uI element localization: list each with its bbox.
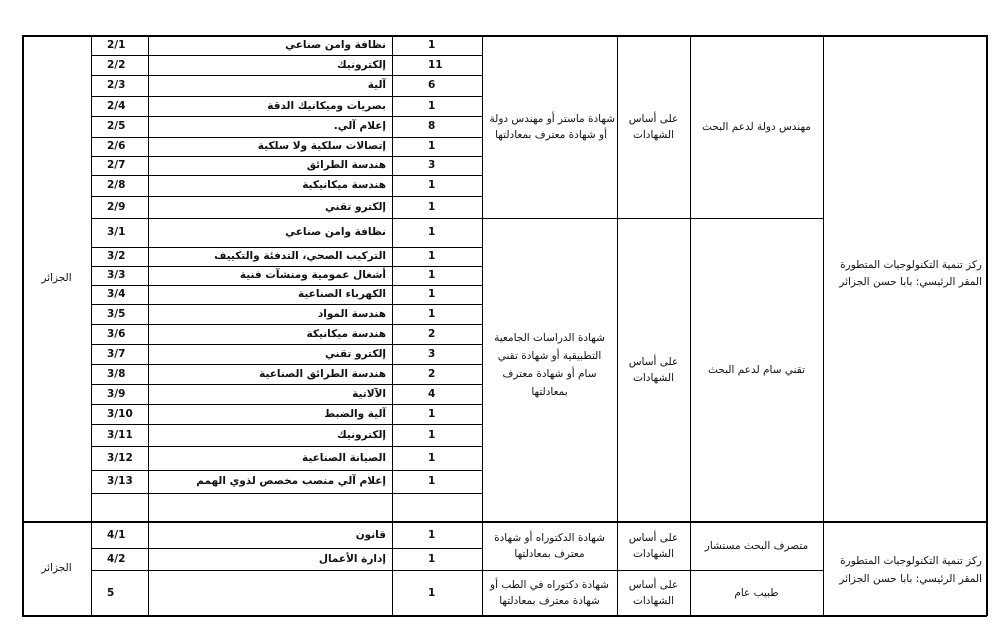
column-rule	[617, 522, 618, 616]
row-specialty: هندسة ميكانيكة	[306, 328, 386, 340]
row-specialty: أشغال عمومية ومنشآت فنية	[239, 269, 386, 281]
post-title: متصرف البحث مستشار	[704, 540, 809, 552]
row-rule	[91, 384, 483, 385]
column-rule	[148, 35, 149, 523]
row-specialty: بصريات وميكانيك الدقة	[267, 100, 386, 112]
row-rule	[91, 324, 483, 325]
row-specialty: الآلاتية	[352, 388, 386, 400]
table-divider-border	[22, 522, 987, 523]
row-count: 8	[428, 120, 436, 132]
row-code: 3/11	[107, 429, 133, 441]
row-rule	[91, 404, 483, 405]
row-count: 1	[428, 475, 436, 487]
row-specialty: نظافة وامن صناعي	[285, 39, 386, 51]
column-rule	[823, 522, 824, 616]
row-code: 3/12	[107, 452, 133, 464]
required-diploma: بمعادلتها	[531, 386, 568, 398]
column-rule	[392, 35, 393, 523]
row-rule	[91, 156, 483, 157]
row-count: 1	[428, 140, 436, 152]
column-rule	[148, 522, 149, 616]
row-rule	[91, 424, 483, 425]
recruitment-mode: الشهادات	[632, 372, 674, 384]
row-count: 2	[428, 328, 436, 340]
row-count: 1	[428, 226, 436, 238]
row-code: 3/4	[107, 288, 126, 300]
row-specialty: إعلام آلي.	[333, 120, 386, 132]
row-specialty: إلكترونيك	[337, 429, 386, 441]
row-code: 3/1	[107, 226, 126, 238]
row-rule	[91, 137, 483, 138]
row-code: 4/2	[107, 552, 126, 565]
column-rule	[482, 522, 483, 616]
row-rule	[91, 247, 483, 248]
group-divider	[91, 570, 824, 571]
row-rule	[91, 285, 483, 286]
post-title: مهندس دولة لدعم البحث	[702, 120, 811, 133]
row-count: 1	[428, 408, 436, 420]
row-rule	[91, 304, 483, 305]
country-label: الجزائر	[41, 271, 72, 284]
row-count: 11	[428, 59, 443, 71]
column-rule	[690, 35, 691, 523]
post-title: طبيب عام	[734, 586, 779, 599]
column-rule	[392, 522, 393, 616]
row-code: 2/9	[107, 201, 126, 213]
row-count: 1	[428, 250, 436, 262]
row-rule	[91, 96, 483, 97]
required-diploma: شهادة ماستر أو مهندس دولة	[489, 112, 615, 125]
required-diploma: سام أو شهادة معترف	[502, 368, 597, 380]
row-count: 1	[428, 201, 436, 213]
row-specialty: الصيانة الصناعية	[301, 452, 386, 464]
post-title: تقني سام لدعم البحث	[707, 364, 805, 376]
row-code: 2/4	[107, 100, 126, 112]
required-diploma: شهادة الدكتوراه أو شهادة	[494, 532, 605, 544]
row-specialty: هندسة المواد	[317, 308, 386, 320]
row-rule	[91, 344, 483, 345]
row-rule	[91, 196, 483, 197]
row-code: 4/1	[107, 528, 126, 541]
table-divider-border	[22, 521, 987, 522]
row-code: 2/6	[107, 140, 126, 152]
row-specialty: نظافة وامن صناعي	[285, 226, 386, 238]
row-specialty: إلكترونيك	[337, 59, 386, 71]
row-count: 1	[428, 429, 436, 441]
column-rule	[823, 35, 824, 523]
row-rule	[91, 175, 483, 176]
row-code: 3/5	[107, 308, 126, 320]
column-rule	[91, 35, 92, 523]
required-diploma: شهادة معترف بمعادلتها	[499, 594, 600, 607]
center-name: ركز تنمية التكنولوجيات المتطورة	[840, 258, 982, 271]
row-specialty: إعلام آلي منصب مخصص لذوي الهمم	[196, 475, 386, 487]
row-count: 1	[428, 308, 436, 320]
row-rule	[91, 548, 483, 549]
row-rule	[91, 493, 483, 494]
required-diploma: معترف بمعادلتها	[514, 548, 585, 560]
row-code: 3/10	[107, 408, 133, 420]
column-rule	[482, 35, 483, 523]
row-code: 3/8	[107, 368, 126, 380]
recruitment-mode: على أساس	[628, 578, 679, 591]
recruitment-mode: على أساس	[628, 532, 679, 544]
row-count: 2	[428, 368, 436, 380]
table-outer-border	[986, 35, 988, 616]
row-count: 1	[428, 288, 436, 300]
row-specialty: قانون	[355, 528, 386, 541]
row-code: 2/5	[107, 120, 126, 132]
center-address: المقر الرئيسي: بابا حسن الجزائر	[839, 572, 982, 585]
row-code: 5	[107, 586, 115, 599]
row-count: 1	[428, 528, 436, 541]
country-label: الجزائر	[41, 561, 72, 574]
recruitment-mode: الشهادات	[632, 548, 674, 560]
row-code: 3/3	[107, 269, 126, 281]
recruitment-mode: على أساس	[628, 356, 679, 368]
row-code: 3/7	[107, 348, 126, 360]
row-specialty: إدارة الأعمال	[318, 552, 386, 565]
table-outer-border	[22, 35, 24, 616]
row-rule	[91, 470, 483, 471]
row-count: 1	[428, 39, 436, 51]
required-diploma: شهادة الدراسات الجامعية	[494, 332, 605, 344]
row-rule	[91, 364, 483, 365]
row-count: 1	[428, 552, 436, 565]
row-count: 6	[428, 79, 436, 91]
recruitment-mode: الشهادات	[632, 128, 674, 141]
row-specialty: آلية	[367, 79, 386, 91]
required-diploma: التطبيقية أو شهادة تقني	[497, 350, 602, 362]
row-count: 3	[428, 159, 436, 171]
row-code: 3/2	[107, 250, 126, 262]
row-specialty: هندسة الطرائق	[306, 159, 386, 171]
row-code: 2/1	[107, 39, 126, 51]
row-count: 4	[428, 388, 436, 400]
row-count: 1	[428, 100, 436, 112]
row-code: 3/13	[107, 475, 133, 487]
row-count: 1	[428, 179, 436, 191]
center-address: المقر الرئيسي: بابا حسن الجزائر	[839, 275, 982, 288]
row-count: 1	[428, 452, 436, 464]
row-specialty: التركيب الصحي، التدفئة والتكييف	[214, 250, 386, 262]
row-specialty: هندسة ميكانيكية	[302, 179, 386, 191]
row-code: 2/2	[107, 59, 126, 71]
row-specialty: آلية والضبط	[324, 408, 386, 420]
row-specialty: إتصالات سلكية ولا سلكية	[257, 140, 386, 152]
row-rule	[91, 446, 483, 447]
recruitment-mode: الشهادات	[632, 594, 674, 607]
row-count: 3	[428, 348, 436, 360]
row-rule	[91, 116, 483, 117]
row-code: 3/9	[107, 388, 126, 400]
table-top-border	[22, 36, 987, 37]
row-code: 2/8	[107, 179, 126, 191]
table-bottom-border	[22, 616, 987, 617]
row-specialty: إلكترو تقني	[324, 348, 386, 360]
group-divider	[91, 218, 824, 219]
row-count: 1	[428, 586, 436, 599]
row-code: 2/3	[107, 79, 126, 91]
recruitment-mode: على أساس	[628, 112, 679, 125]
column-rule	[91, 522, 92, 616]
row-count: 1	[428, 269, 436, 281]
row-code: 2/7	[107, 159, 126, 171]
row-rule	[91, 266, 483, 267]
required-diploma: شهادة دكتوراه في الطب أو	[490, 578, 609, 591]
center-name: ركز تنمية التكنولوجيات المتطورة	[840, 554, 982, 567]
column-rule	[617, 35, 618, 523]
row-rule	[91, 55, 483, 56]
row-specialty: الكهرباء الصناعية	[298, 288, 386, 300]
row-rule	[91, 75, 483, 76]
required-diploma: أو شهادة معترف بمعادلتها	[495, 128, 607, 141]
column-rule	[690, 522, 691, 616]
row-code: 3/6	[107, 328, 126, 340]
row-specialty: إلكترو تقني	[324, 201, 386, 213]
row-specialty: هندسة الطرائق الصناعية	[259, 368, 386, 380]
